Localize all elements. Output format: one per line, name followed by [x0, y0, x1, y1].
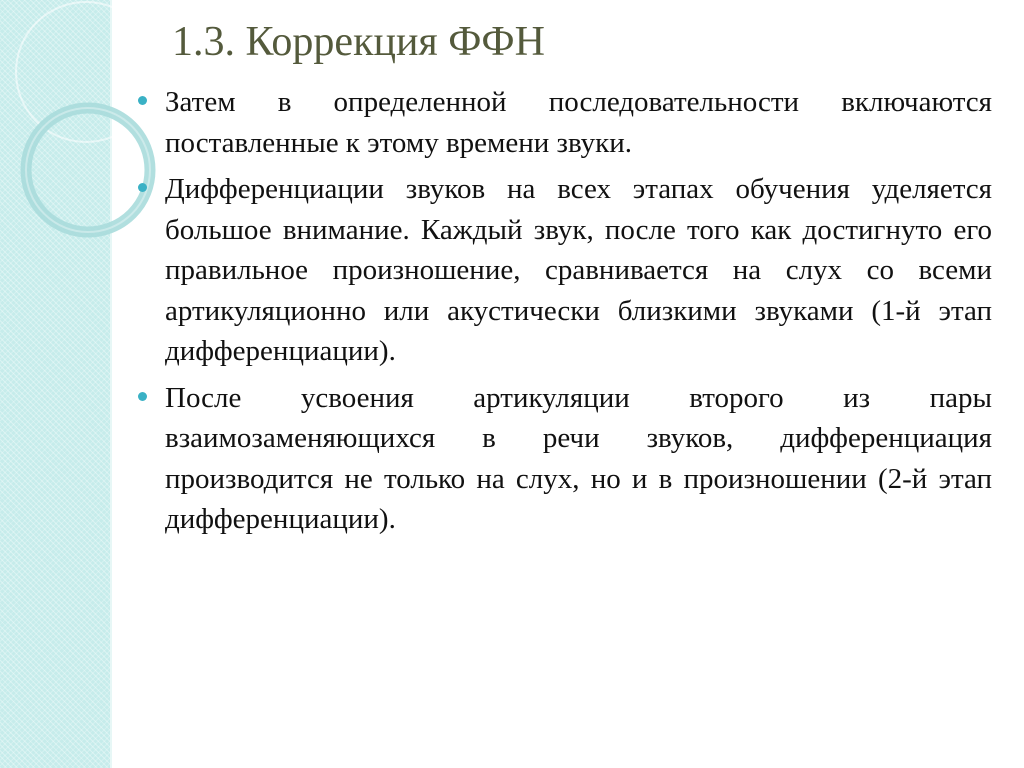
- bullet-text: После усвоения артикуляции второго из пары взаимозаменяющихся в речи звуков, дифференциация производится не только на слух, но и в произношении (2-й этап дифференциации).: [165, 381, 992, 535]
- bullet-item: [132, 169, 992, 372]
- bullet-dot-icon: [138, 96, 147, 105]
- bullet-dot-icon: [138, 392, 147, 401]
- bullet-item: [132, 378, 992, 540]
- bullet-text: Затем в определенной последовательности включаются поставленные к этому времени звуки.: [165, 86, 992, 159]
- slide-title: 1.3. Коррекция ФФН: [172, 19, 545, 65]
- bullet-dot-icon: [138, 183, 147, 192]
- bullet-list: [132, 82, 992, 546]
- bullet-item: [132, 82, 992, 163]
- bullet-text: Дифференциации звуков на всех этапах обучения уделяется большое внимание. Каждый звук, после того как достигнуто его правильное произношение, сравнивается на слух со всеми артикуляционно или акустически близкими звуками (1-й этап дифференциации).: [165, 173, 992, 367]
